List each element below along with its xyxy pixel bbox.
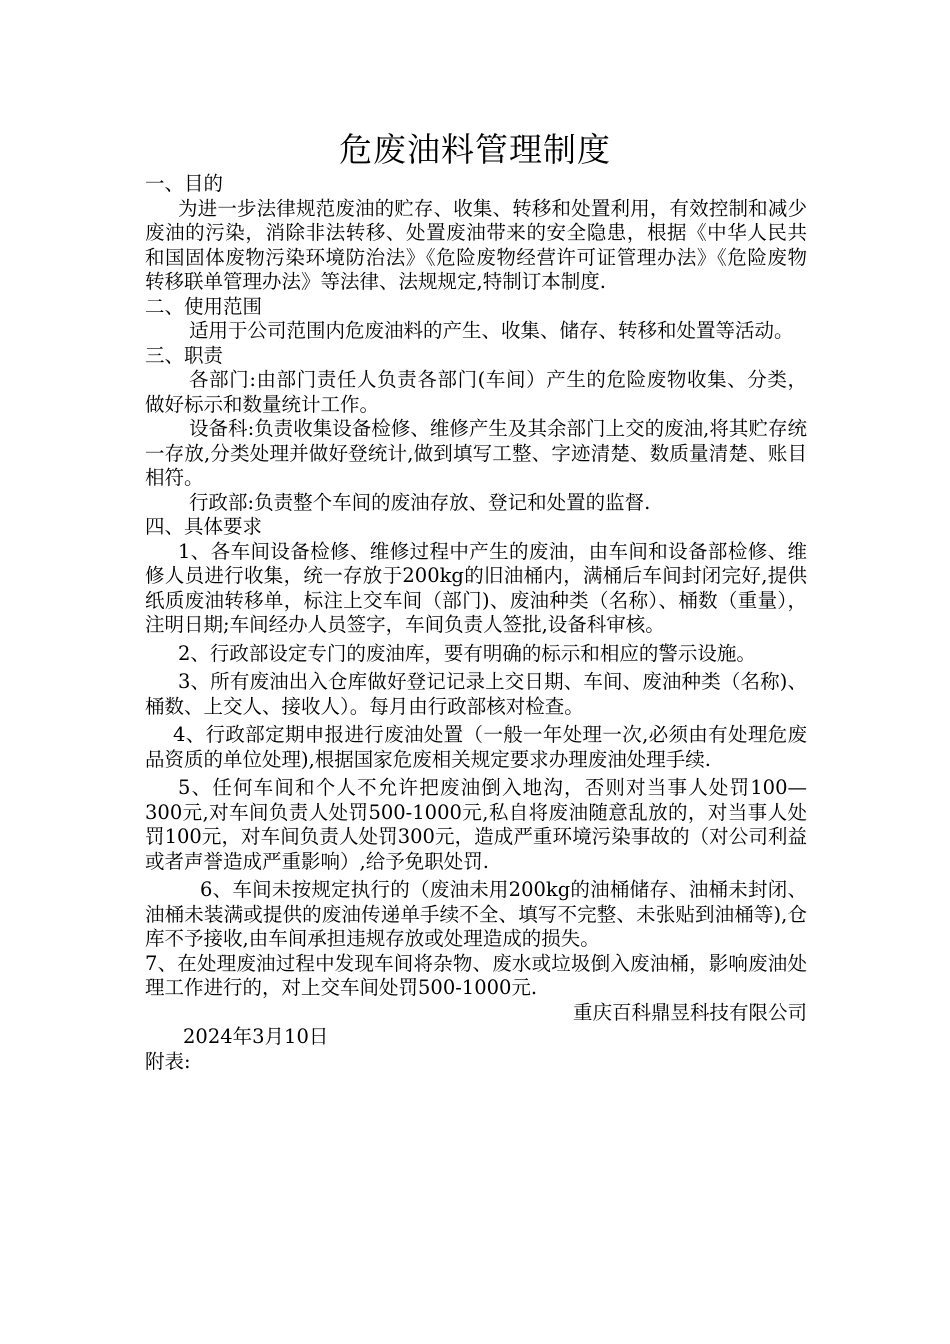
paragraph-duty-departments: 各部门:由部门责任人负责各部门(车间）产生的危险废物收集、分类，做好标示和数量统计工作。 xyxy=(145,368,807,416)
paragraph-duty-admin: 行政部:负责整个车间的废油存放、登记和处置的监督. xyxy=(189,490,651,514)
paragraph-requirement-1: 1、各车间设备检修、维修过程中产生的废油，由车间和设备部检修、维修人员进行收集，统一存放于200kg的旧油桶内，满桶后车间封闭完好,提供纸质废油转移单，标注上交车间（部门)、废油种类（名称）、桶数（重量），注明日期;车间经办人员签字，车间负责人签批,设备科审核。 xyxy=(145,539,807,636)
paragraph-requirement-7: 7、在处理废油过程中发现车间将杂物、废水或垃圾倒入废油桶，影响废油处理工作进行的，对上交车间处罚500-1000元. xyxy=(145,951,807,999)
paragraph-requirement-3: 3、所有废油出入仓库做好登记记录上交日期、车间、废油种类（名称)、桶数、上交人、接收人）。每月由行政部核对检查。 xyxy=(145,670,807,718)
section-heading-duty: 三、职责 xyxy=(145,343,224,367)
section-heading-purpose: 一、目的 xyxy=(145,172,224,195)
paragraph-requirement-5: 5、任何车间和个人不允许把废油倒入地沟，否则对当事人处罚100—300元,对车间负责人处罚500-1000元,私自将废油随意乱放的，对当事人处罚100元，对车间负责人处罚300元，造成严重环境污染事故的（对公司利益或者声誉造成严重影响）,给予免职处罚. xyxy=(145,776,807,873)
paragraph-duty-equipment: 设备科:负责收集设备检修、维修产生及其余部门上交的废油,将其贮存统一存放,分类处理并做好登统计,做到填写工整、字迹清楚、数质量清楚、账目相符。 xyxy=(145,417,807,489)
paragraph-scope: 适用于公司范围内危废油料的产生、收集、储存、转移和处置等活动。 xyxy=(189,319,794,342)
document-body xyxy=(145,172,807,1074)
company-name: 重庆百科鼎昱科技有限公司 xyxy=(572,1000,807,1024)
document-title: 危废油料管理制度 xyxy=(339,130,611,169)
paragraph-purpose: 为进一步法律规范废油的贮存、收集、转移和处置利用，有效控制和减少废油的污染，消除非法转移、处置废油带来的安全隐患，根据《中华人民共和国固体废物污染环境防治法》《危险废物经营许可证管理办法》《危险废物转移联单管理办法》等法律、法规规定,特制订本制度. xyxy=(145,196,807,293)
section-heading-requirements: 四、具体要求 xyxy=(145,515,263,538)
paragraph-requirement-4: 4、行政部定期申报进行废油处置（一般一年处理一次,必须由有处理危废品资质的单位处理),根据国家危废相关规定要求办理废油处理手续. xyxy=(145,723,807,771)
paragraph-requirement-6: 6、车间未按规定执行的（废油未用200kg的油桶储存、油桶未封闭、油桶未装满或提供的废油传递单手续不全、填写不完整、未张贴到油桶等),仓库不予接收,由车间承担违规存放或处理造成的损失。 xyxy=(145,878,807,950)
paragraph-requirement-2: 2、行政部设定专门的废油库，要有明确的标示和相应的警示设施。 xyxy=(178,641,756,665)
attachment-label: 附表: xyxy=(145,1049,191,1073)
section-heading-scope: 二、使用范围 xyxy=(145,294,263,318)
document-date: 2024年3月10日 xyxy=(183,1025,329,1048)
